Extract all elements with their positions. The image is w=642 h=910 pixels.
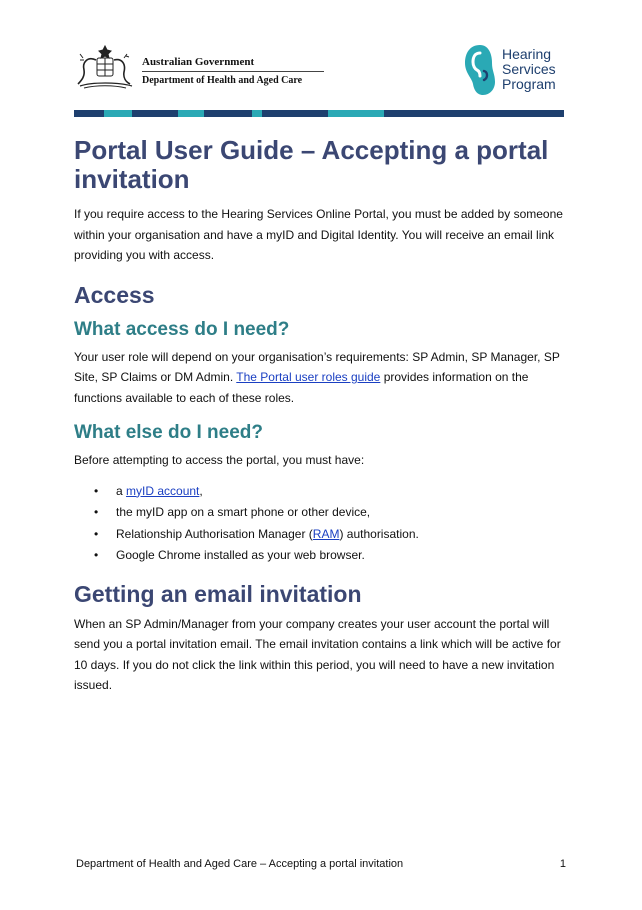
footer-text: Department of Health and Aged Care – Accepting a portal invitation: [76, 858, 404, 870]
portal-user-roles-guide-link[interactable]: The Portal user roles guide: [236, 370, 381, 384]
ram-link[interactable]: RAM: [312, 526, 340, 541]
program-word-3: Program: [502, 76, 556, 92]
list-item: [74, 481, 566, 503]
what-else-lead: Before attempting to access the portal, you must have:: [74, 453, 365, 467]
program-word-1: Hearing: [502, 46, 552, 62]
page-title: Portal User Guide – Accepting a portal invitation: [74, 135, 549, 194]
list-item-text: the myID app on a smart phone or other device,: [116, 505, 371, 519]
what-access-text-2: provides information on the functions available to each of these roles.: [74, 370, 529, 405]
page-number: 1: [559, 858, 566, 870]
list-item-text: a: [116, 483, 127, 498]
list-item-text: ) authorisation.: [339, 526, 419, 541]
list-item: [74, 545, 566, 567]
access-heading: Access: [74, 281, 155, 308]
list-item-text: Google Chrome installed as your web browser.: [116, 548, 365, 562]
what-access-text-1: Your user role will depend on your organisation’s requirements: SP Admin, SP Manager, SP Site, SP Claims or DM Admin.: [74, 349, 560, 384]
list-item: [74, 502, 566, 524]
ear-icon: [464, 44, 496, 96]
intro-paragraph: If you require access to the Hearing Services Online Portal, you must be added by someone within your organisation and have a myID and Digital Identity. You will receive an email link providing you with access.: [74, 207, 563, 262]
program-wordmark: [502, 47, 556, 92]
invitation-heading: Getting an email invitation: [74, 580, 362, 607]
what-access-heading: What access do I need?: [74, 318, 290, 340]
what-access-paragraph: [74, 347, 566, 409]
coat-of-arms-icon: [74, 44, 136, 90]
invitation-paragraph: When an SP Admin/Manager from your company creates your user account the portal will send you a portal invitation email. The email invitation contains a link which will be active for 10 days. If you do not click the link within this period, you will need to have a new invitation issued.: [74, 616, 561, 692]
page-footer: [76, 858, 566, 870]
list-item-text: ,: [199, 483, 203, 498]
program-word-2: Services: [502, 61, 556, 77]
government-name: Australian Government: [142, 56, 324, 72]
australian-government-logo: [74, 44, 324, 92]
list-item: [74, 524, 566, 546]
header-color-stripe: [74, 110, 564, 117]
government-wordmark: [142, 56, 324, 86]
what-else-heading: What else do I need?: [74, 422, 263, 443]
requirements-list: [74, 481, 566, 567]
document-body: [74, 136, 566, 696]
hearing-services-program-logo: [464, 44, 568, 96]
department-name: Department of Health and Aged Care: [142, 75, 303, 86]
myid-account-link[interactable]: myID account: [126, 483, 200, 498]
list-item-text: Relationship Authorisation Manager (: [116, 526, 313, 541]
